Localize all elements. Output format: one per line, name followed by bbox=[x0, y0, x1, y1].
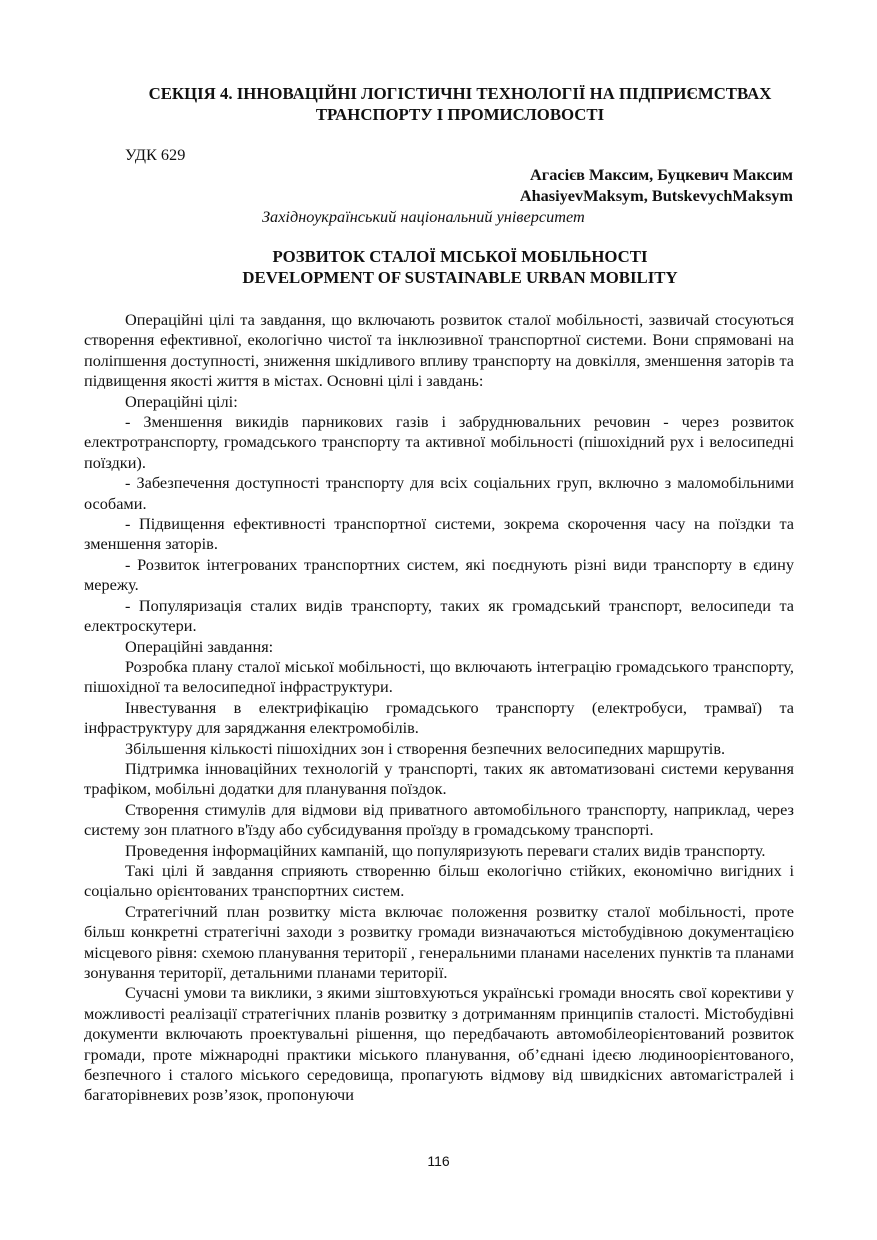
paragraph: Створення стимулів для відмови від приватного автомобільного транспорту, наприклад, через систему зон платного в'їзду або субсидування проїзду в громадському транспорті. bbox=[84, 799, 794, 840]
section-heading bbox=[80, 83, 840, 125]
paragraph: Підтримка інноваційних технологій у транспорті, таких як автоматизовані системи керування трафіком, мобільні додатки для планування поїздок. bbox=[84, 758, 794, 799]
paragraph: Проведення інформаційних кампаній, що популяризують переваги сталих видів транспорту. bbox=[125, 840, 766, 860]
paragraph: Такі цілі й завдання сприяють створенню більш екологічно стійких, економічно вигідних і соціально орієнтованих транспортних систем. bbox=[84, 860, 794, 901]
paragraph: Інвестування в електрифікацію громадського транспорту (електробуси, трамваї) та інфраструктуру для заряджання електромобілів. bbox=[84, 697, 794, 738]
list-item: - Популяризація сталих видів транспорту, таких як громадський транспорт, велосипеди та електроскутери. bbox=[84, 595, 794, 636]
authors-english: AhasiyevMaksym, ButskevychMaksym bbox=[519, 186, 793, 205]
paragraph: Сучасні умови та виклики, з якими зіштовхуються українські громади вносять свої корективи у можливості реалізації стратегічних планів розвитку з дотриманням принципів сталості. Містобудівні документи включають проектувальні рішення, що передбачають автомобілеорієнтований розвиток громади, проте міжнародні практики міського планування, об’єднані ідеєю людиноорієнтованого, безпечного і сталого міського середовища, пропагують відмову від швидкісних автомагістралей і багаторівневих розв’язок, пропонуючи bbox=[84, 983, 794, 1105]
affiliation: Західноукраїнський національний університет bbox=[262, 207, 585, 226]
paragraph: Збільшення кількості пішохідних зон і створення безпечних велосипедних маршрутів. bbox=[125, 738, 726, 758]
paragraph: Операційні цілі та завдання, що включають розвиток сталої мобільності, зазвичай стосуються створення ефективної, екологічно чистої та інклюзивної транспортної системи. Вони спрямовані на поліпшення доступності, зниження шкідливого впливу транспорту на довкілля, зменшення заторів та підвищення якості життя в містах. Основні цілі і завдань: bbox=[84, 310, 794, 391]
paragraph: Операційні завдання: bbox=[125, 636, 274, 656]
list-item: - Розвиток інтегрованих транспортних систем, які поєднують різні види транспорту в єдину мережу. bbox=[84, 554, 794, 595]
section-heading-line-2: ТРАНСПОРТУ І ПРОМИСЛОВОСТІ bbox=[315, 105, 605, 124]
paragraph: Розробка плану сталої міської мобільності, що включають інтеграцію громадського транспорту, пішохідної та велосипедної інфраструктури. bbox=[84, 656, 794, 697]
list-item: - Підвищення ефективності транспортної системи, зокрема скорочення часу на поїздки та зменшення заторів. bbox=[84, 514, 794, 554]
page-number: 116 bbox=[427, 1153, 450, 1169]
section-heading-line-1: СЕКЦІЯ 4. ІННОВАЦІЙНІ ЛОГІСТИЧНІ ТЕХНОЛОГІЇ НА ПІДПРИЄМСТВАХ bbox=[148, 84, 772, 103]
list-item: - Зменшення викидів парникових газів і забруднювальних речовин - через розвиток електротранспорту, громадського транспорту та активної мобільності (пішохідний рух і велосипедні поїздки). bbox=[84, 412, 794, 472]
paragraph: Стратегічний план розвитку міста включає положення розвитку сталої мобільності, проте більш конкретні стратегічні заходи з розвитку громади визначаються містобудівною документацією місцевого рівня: схемою планування території , генеральними планами населених пунктів та планами зонування території, детальними планами території. bbox=[84, 901, 794, 982]
list-item: - Забезпечення доступності транспорту для всіх соціальних груп, включно з маломобільними особами. bbox=[84, 473, 794, 513]
udc-code: УДК 629 bbox=[125, 145, 186, 164]
authors-ukrainian: Агасієв Максим, Буцкевич Максим bbox=[530, 165, 793, 184]
authors-block bbox=[520, 164, 793, 206]
paper-title-english: DEVELOPMENT OF SUSTAINABLE URBAN MOBILITY bbox=[242, 268, 678, 287]
body-text bbox=[84, 310, 794, 1106]
paper-title-ukrainian: РОЗВИТОК СТАЛОЇ МІСЬКОЇ МОБІЛЬНОСТІ bbox=[272, 247, 648, 266]
paper-title bbox=[80, 246, 840, 288]
paragraph: Операційні цілі: bbox=[125, 391, 238, 411]
